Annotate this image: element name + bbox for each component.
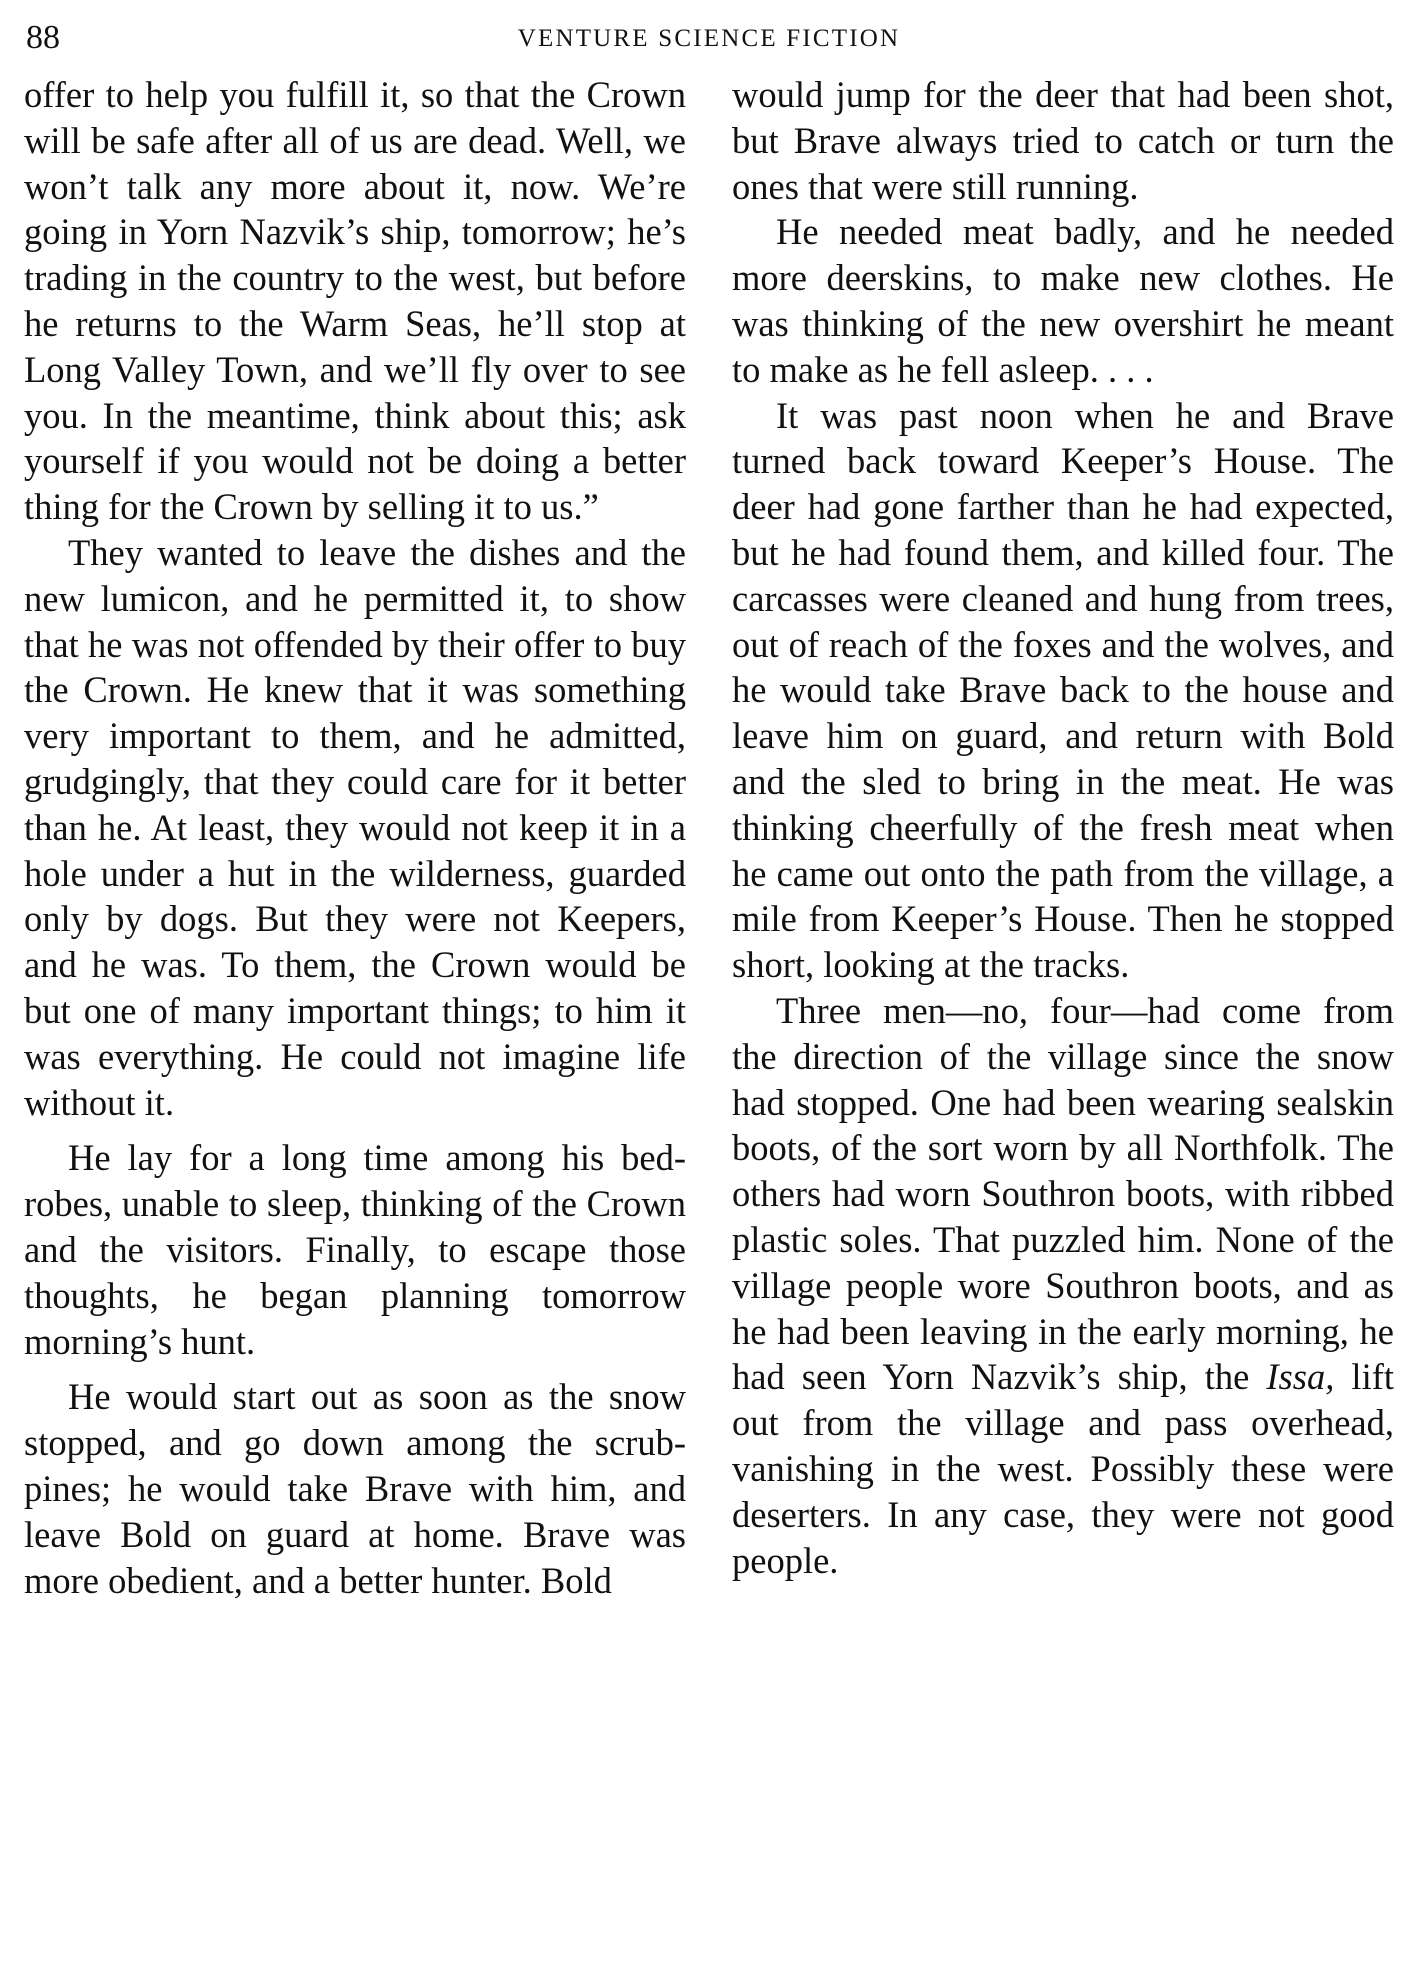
paragraph-text: Three men—no, four—had come from the direction of the village since the snow had stopped. One had been wearing sealskin boots, of the sort worn by all Northfolk. The others had worn Southron boots, with ribbed plastic soles. That puzzled him. None of the village people wore Southron boots, and as he had been leaving in the early morning, he had seen Yorn Nazvik’s ship, the [732, 989, 1394, 1398]
paragraph: would jump for the deer that had been shot, but Brave always tried to catch or turn the ones that were still running. [732, 74, 1394, 207]
page-header [0, 14, 1418, 64]
left-column [24, 72, 686, 1603]
paragraph [732, 988, 1394, 1583]
paragraph: It was past noon when he and Brave turned back toward Keeper’s House. The deer had gone farther than he had expected, but he had found them, and killed four. The carcasses were cleaned and hung from trees, out of reach of the foxes and the wolves, and he would take Brave back to the house and leave him on guard, and return with Bold and the sled to bring in the meat. He was thinking cheerfully of the fresh meat when he came out onto the path from the village, a mile from Keeper’s House. Then he stopped short, looking at the tracks. [732, 394, 1394, 986]
running-head: VENTURE SCIENCE FICTION [517, 25, 901, 52]
paragraph: He needed meat badly, and he needed more deerskins, to make new clothes. He was thinking of the new overshirt he meant to make as he fell asleep. . . . [732, 211, 1394, 390]
right-column [732, 72, 1394, 1583]
paragraph: offer to help you fulfill it, so that the Crown will be safe after all of us are dead. Well, we won’t talk any more about it, now. We’re going in Yorn Nazvik’s ship, tomorrow; he’s trading in the country to the west, but before he returns to the Warm Seas, he’ll stop at Long Valley Town, and we’ll fly over to see you. In the meantime, think about this; ask yourself if you would not be doing a better thing for the Crown by selling it to us.” [24, 74, 686, 528]
paragraph: He would start out as soon as the snow stopped, and go down among the scrub-pines; he would take Brave with him, and leave Bold on guard at home. Brave was more obedient, and a better hunter. Bold [24, 1376, 686, 1601]
page-number: 88 [26, 19, 60, 56]
paragraph: They wanted to leave the dishes and the new lumicon, and he permitted it, to show that he was not offended by their offer to buy the Crown. He knew that it was something very important to them, and he admitted, grudgingly, that they could care for it better than he. At least, they would not keep it in a hole under a hut in the wilderness, guarded only by dogs. But they were not Keepers, and he was. To them, the Crown would be but one of many important things; to him it was everything. He could not imagine life without it. [24, 531, 686, 1123]
ship-name: Issa, [1266, 1356, 1335, 1398]
paragraph: He lay for a long time among his bed-robes, unable to sleep, thinking of the Crown and the visitors. Finally, to escape those thoughts, he began planning tomorrow morning’s hunt. [24, 1137, 686, 1362]
paragraph-text: lift out from the village and pass overhead, vanishing in the west. Possibly these were deserters. In any case, they were not good people. [732, 1356, 1395, 1581]
